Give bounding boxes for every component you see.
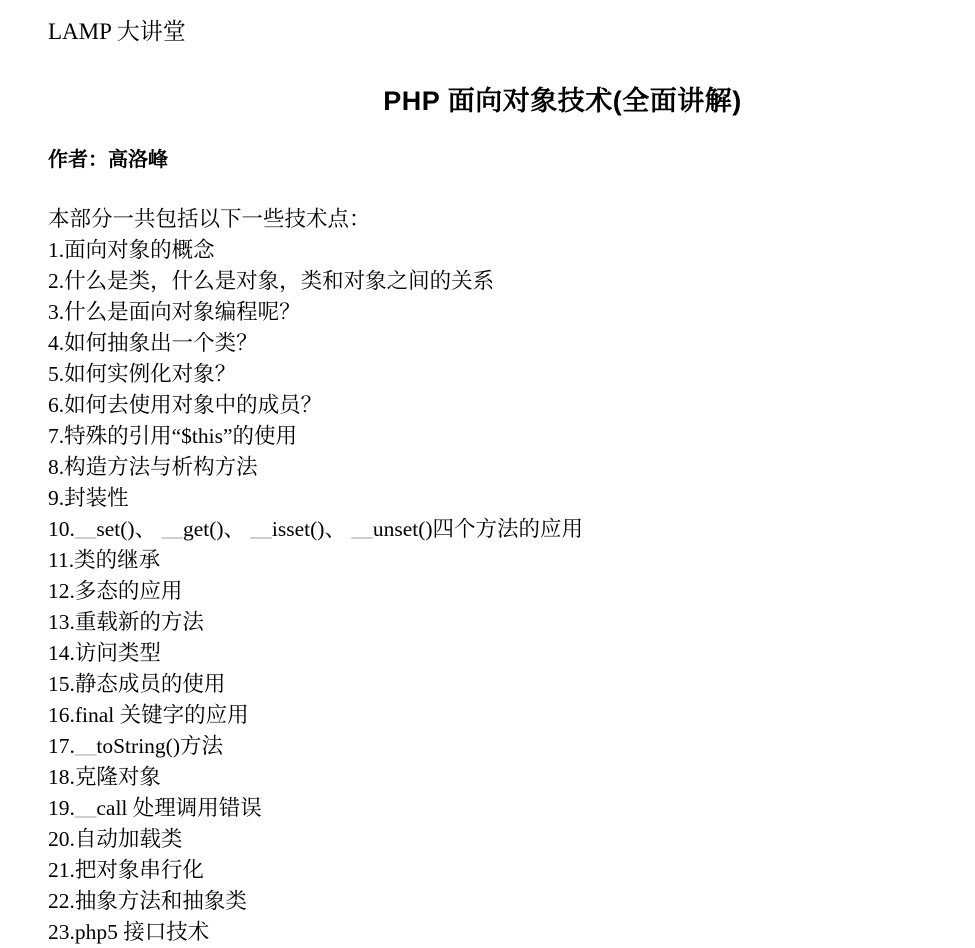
- list-item: 1.面向对象的概念: [48, 238, 215, 262]
- underscore-glyph: __: [351, 517, 373, 541]
- underscore-glyph: __: [74, 517, 97, 541]
- list-item: 14.访问类型: [48, 641, 161, 665]
- list-item: 4.如何抽象出一个类？: [48, 331, 258, 355]
- underscore-glyph: __: [74, 734, 97, 758]
- list-item: 20.自动加载类: [48, 827, 183, 851]
- list-item: 10.__set()、 __get()、 __isset()、 __unset()四个方法的应用: [48, 517, 584, 541]
- list-item: 21.把对象串行化: [48, 858, 204, 882]
- list-item: 22.抽象方法和抽象类: [48, 889, 247, 913]
- list-item: 8.构造方法与析构方法: [48, 455, 258, 479]
- list-item: 5.如何实例化对象？: [48, 362, 237, 386]
- list-item: 13.重载新的方法: [48, 610, 204, 634]
- author-line: 作者：高洛峰: [48, 149, 168, 171]
- topic-list: [48, 235, 955, 948]
- underscore-glyph: __: [250, 517, 272, 541]
- list-item: 7.特殊的引用“$this”的使用: [48, 424, 298, 448]
- list-item: 19.__call 处理调用错误: [48, 796, 262, 820]
- list-item: 11.类的继承: [48, 548, 161, 572]
- intro-line: 本部分一共包括以下一些技术点：: [48, 207, 371, 231]
- list-item: 12.多态的应用: [48, 579, 183, 603]
- list-item: 16.final 关键字的应用: [48, 703, 249, 727]
- list-item: 9.封装性: [48, 486, 129, 510]
- list-item: 15.静态成员的使用: [48, 672, 226, 696]
- page-title: PHP 面向对象技术(全面讲解): [383, 86, 742, 116]
- underscore-glyph: __: [161, 517, 183, 541]
- list-item: 18.克隆对象: [48, 765, 161, 789]
- list-item: 2.什么是类，什么是对象，类和对象之间的关系: [48, 269, 495, 293]
- list-item: 17.__toString()方法: [48, 734, 223, 758]
- list-item: 3.什么是面向对象编程呢？: [48, 300, 301, 324]
- list-item: 23.php5 接口技术: [48, 920, 210, 944]
- list-item: 6.如何去使用对象中的成员？: [48, 393, 323, 417]
- underscore-glyph: __: [74, 796, 97, 820]
- doc-header: LAMP 大讲堂: [48, 19, 186, 44]
